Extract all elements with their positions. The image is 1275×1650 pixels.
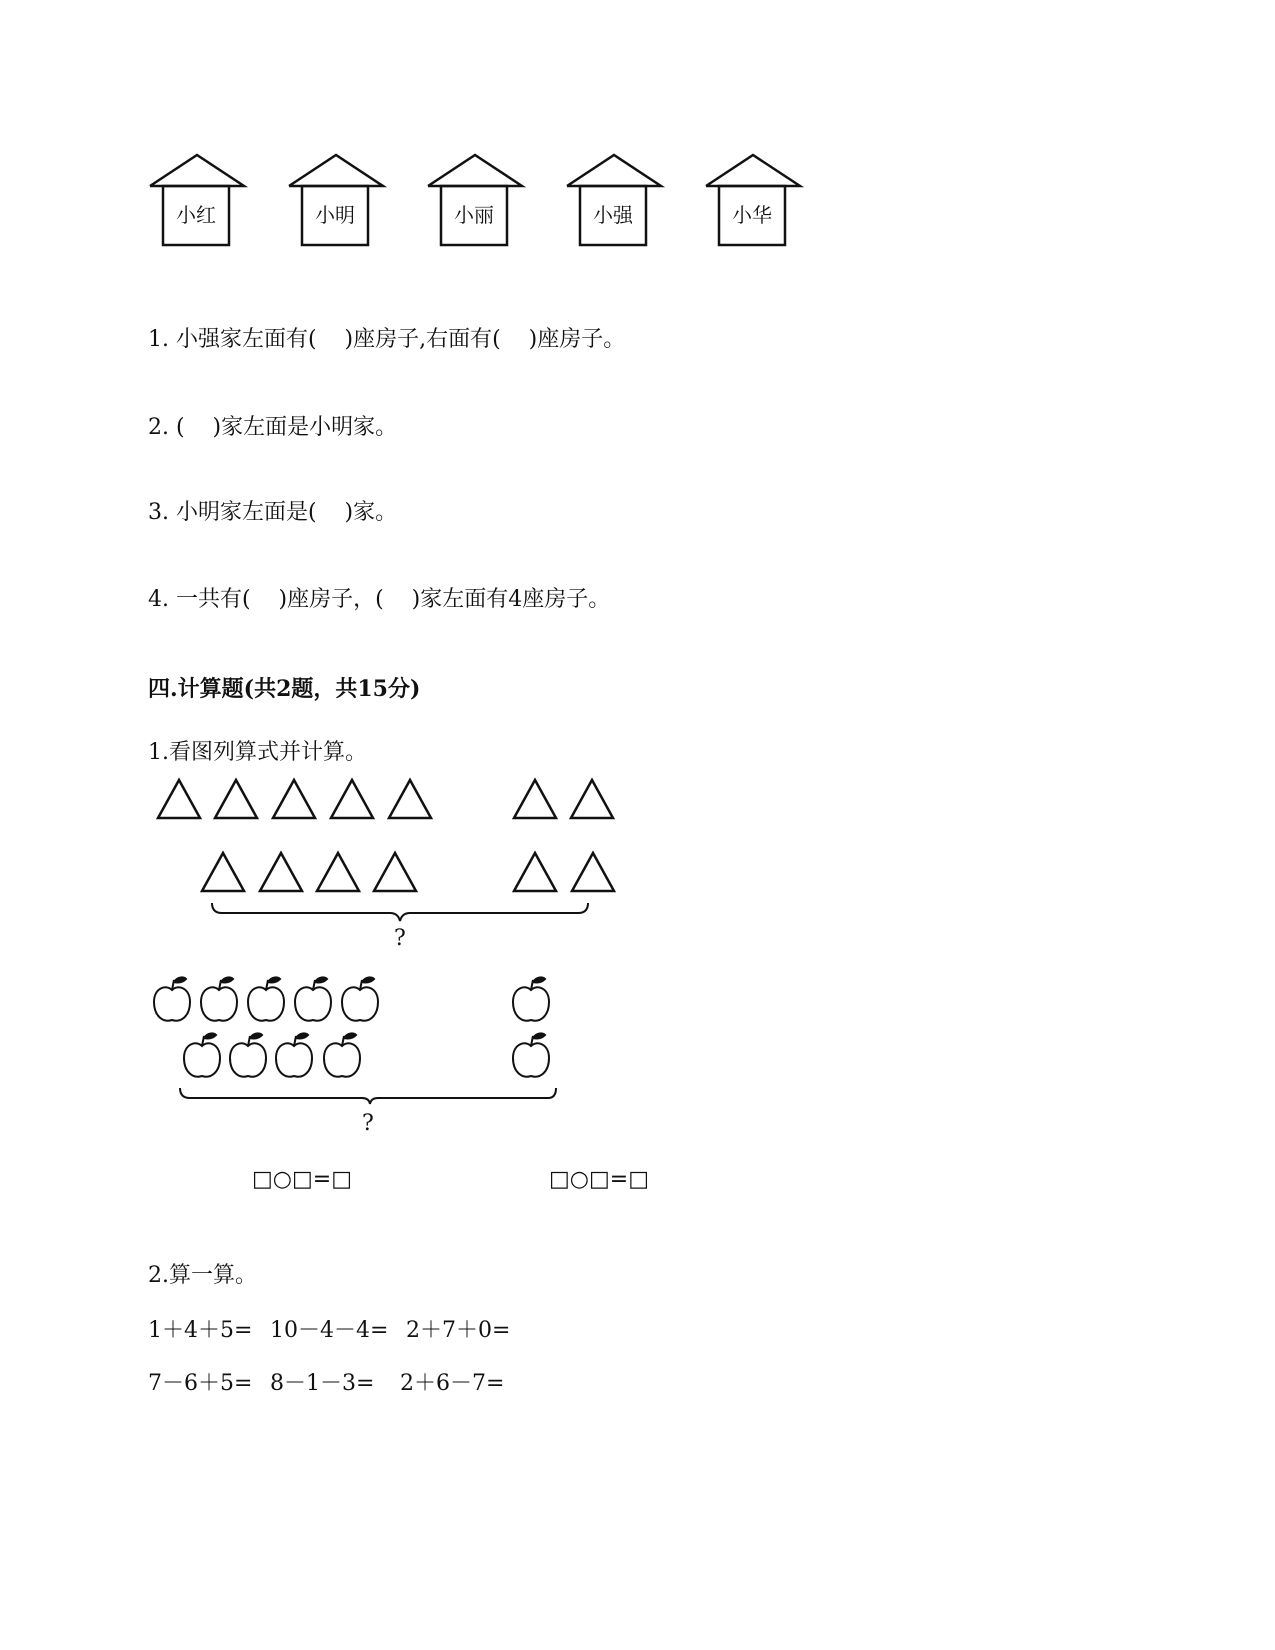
apple: [154, 977, 190, 1020]
equation-template-left: □○□=□: [252, 1167, 352, 1192]
arith-2-1: 7－6＋5=: [148, 1371, 253, 1396]
apple: [248, 977, 284, 1020]
triangle: [317, 853, 359, 891]
house-roof: [706, 155, 800, 186]
triangle: [514, 853, 556, 891]
apple: [513, 1033, 549, 1076]
houses-figure: [140, 150, 820, 255]
house-roof: [150, 155, 244, 186]
calc-question-2: 2.算一算。: [148, 1263, 257, 1288]
apples-question-mark: ?: [362, 1111, 374, 1136]
triangle: [260, 853, 302, 891]
house-label: 小丽: [454, 203, 494, 227]
house-label: 小明: [315, 203, 355, 227]
triangle: [571, 780, 613, 818]
apple: [201, 977, 237, 1020]
triangle: [273, 780, 315, 818]
house: [567, 155, 661, 245]
house: [706, 155, 800, 245]
arith-1-2: 10－4－4=: [270, 1318, 389, 1343]
house: [289, 155, 383, 245]
equation-template-right: □○□=□: [549, 1167, 649, 1192]
triangles-question-mark: ?: [394, 926, 406, 950]
apple: [276, 1033, 312, 1076]
house-label: 小华: [732, 203, 772, 227]
question-3: 3. 小明家左面是( )家。: [148, 500, 398, 525]
arith-1-1: 1＋4＋5=: [148, 1318, 253, 1343]
triangle: [389, 780, 431, 818]
question-1: 1. 小强家左面有( )座房子,右面有( )座房子。: [148, 327, 626, 352]
brace: [180, 1088, 556, 1104]
apple: [295, 977, 331, 1020]
triangle: [331, 780, 373, 818]
triangle: [374, 853, 416, 891]
apple: [324, 1033, 360, 1076]
house-roof: [289, 155, 383, 186]
apple: [513, 977, 549, 1020]
house-label: 小强: [593, 203, 633, 227]
apple: [230, 1033, 266, 1076]
apples-figure: [150, 970, 570, 1140]
section-title: 四.计算题(共2题，共15分): [148, 676, 421, 702]
arith-2-3: 2＋6－7=: [400, 1371, 505, 1396]
triangle: [202, 853, 244, 891]
calc-question-1: 1.看图列算式并计算。: [148, 740, 367, 765]
house-roof: [567, 155, 661, 186]
house: [428, 155, 522, 245]
house-roof: [428, 155, 522, 186]
house: [150, 155, 244, 245]
arith-1-3: 2＋7＋0=: [406, 1318, 511, 1343]
question-2: 2. ( )家左面是小明家。: [148, 415, 398, 440]
triangle: [158, 780, 200, 818]
arith-2-2: 8－1－3=: [270, 1371, 375, 1396]
brace: [212, 903, 588, 921]
triangle: [215, 780, 257, 818]
question-4: 4. 一共有( )座房子，( )家左面有4座房子。: [148, 587, 611, 612]
apple: [342, 977, 378, 1020]
house-label: 小红: [176, 203, 216, 227]
triangle: [572, 853, 614, 891]
triangle: [514, 780, 556, 818]
triangles-figure: [150, 775, 630, 950]
apple: [184, 1033, 220, 1076]
